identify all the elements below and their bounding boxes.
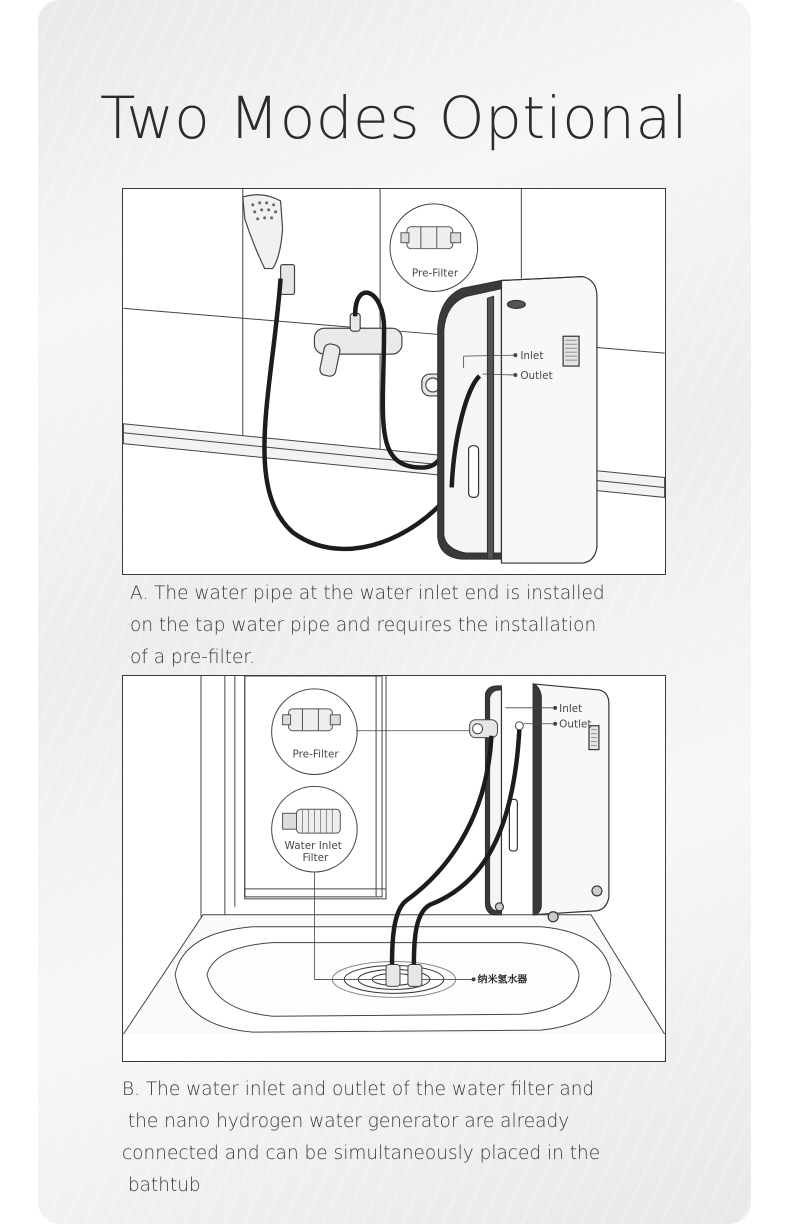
caption-b-line-1: B. The water inlet and outlet of the water filter and [122, 1079, 595, 1100]
prefilter-connector-b [470, 720, 524, 738]
page-title: Two Modes Optional [100, 84, 689, 152]
diagram-mode-a [122, 188, 666, 575]
caption-a-line-2: on the tap water pipe and requires the installation [130, 615, 597, 636]
device-cn-label: 纳米氢水器 [477, 974, 528, 986]
diagram-mode-b-illustration [123, 676, 665, 1061]
caption-b-line-3: connected and can be simultaneously placed in the [122, 1143, 601, 1164]
prefilter-label-a: Pre-Filter [411, 267, 459, 280]
outlet-label-b: Outlet [559, 718, 592, 731]
prefilter-icon-b [283, 709, 341, 731]
water-inlet-filter-label-line-2: Filter [302, 852, 329, 865]
caption-b-line-2: the nano hydrogen water generator are already [122, 1111, 570, 1132]
inlet-label-b: Inlet [559, 702, 583, 715]
inlet-label-a: Inlet [520, 350, 544, 363]
tap-faucet-icon [314, 313, 402, 377]
diagram-mode-a-illustration [123, 189, 665, 574]
water-inlet-filter-icon [283, 809, 341, 833]
caption-mode-b [122, 1074, 600, 1202]
water-inlet-filter-label-line-1: Water Inlet [284, 840, 342, 853]
caption-b-line-4: bathtub [122, 1175, 201, 1196]
caption-a-line-3: of a pre-filter. [130, 647, 256, 668]
prefilter-icon [401, 227, 461, 249]
outlet-label-a: Outlet [520, 370, 553, 383]
water-inlet-filter-callout [272, 786, 358, 872]
prefilter-label-b: Pre-Filter [292, 748, 339, 761]
prefilter-callout-b [272, 689, 358, 775]
shower-head-icon [243, 195, 295, 295]
diagram-mode-b [122, 675, 666, 1062]
caption-a-line-1: A. The water pipe at the water inlet end is installed [130, 583, 605, 604]
caption-mode-a [130, 578, 605, 674]
prefilter-callout [390, 204, 478, 292]
